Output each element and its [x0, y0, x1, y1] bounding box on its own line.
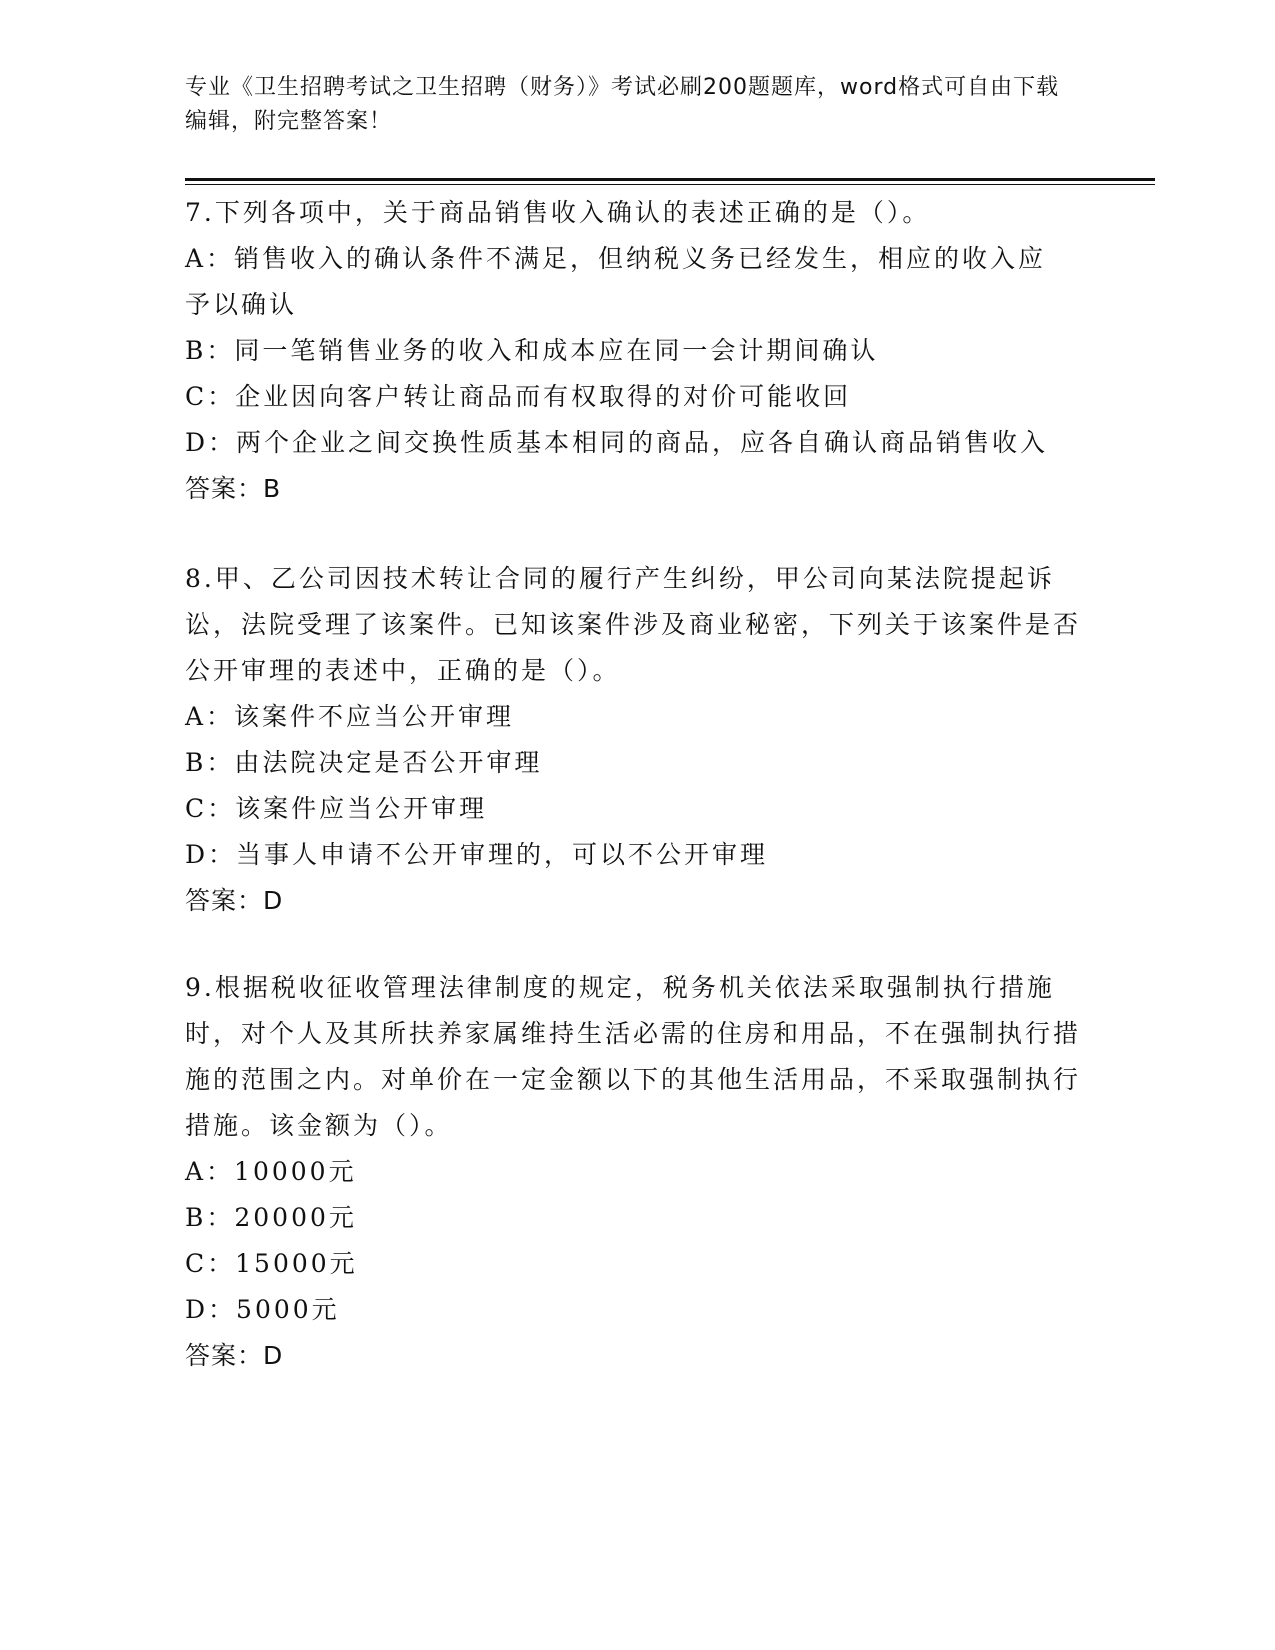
header-divider-thin — [185, 184, 1155, 185]
option-d: D：5000元 — [185, 1295, 340, 1324]
option-b: B：同一笔销售业务的收入和成本应在同一会计期间确认 — [185, 336, 879, 365]
option-c: C：企业因向客户转让商品而有权取得的对价可能收回 — [185, 382, 852, 411]
question-stem: 7.下列各项中，关于商品销售收入确认的表述正确的是（）。 — [185, 198, 931, 227]
question-7 — [185, 190, 1085, 512]
option-d: D：两个企业之间交换性质基本相同的商品，应各自确认商品销售收入 — [185, 428, 1049, 457]
option-c: C：该案件应当公开审理 — [185, 794, 488, 823]
option-b: B：20000元 — [185, 1203, 357, 1232]
option-a-continued: 予以确认 — [185, 290, 298, 319]
question-stem: 8.甲、乙公司因技术转让合同的履行产生纠纷，甲公司向某法院提起诉讼，法院受理了该案件。已知该案件涉及商业秘密，下列关于该案件是否公开审理的表述中，正确的是（）。 — [185, 564, 1082, 685]
header-divider-thick — [185, 178, 1155, 181]
question-9 — [185, 965, 1085, 1379]
option-d: D：当事人申请不公开审理的，可以不公开审理 — [185, 840, 769, 869]
question-8 — [185, 556, 1085, 924]
option-c: C：15000元 — [185, 1249, 358, 1278]
option-b: B：由法院决定是否公开审理 — [185, 748, 543, 777]
answer: 答案：D — [185, 886, 284, 915]
option-a: A：10000元 — [185, 1157, 357, 1186]
question-stem: 9.根据税收征收管理法律制度的规定，税务机关依法采取强制执行措施时，对个人及其所扶养家属维持生活必需的住房和用品，不在强制执行措施的范围之内。对单价在一定金额以下的其他生活用品，不采取强制执行措施。该金额为（）。 — [185, 973, 1082, 1140]
option-a: A：销售收入的确认条件不满足，但纳税义务已经发生，相应的收入应 — [185, 244, 1047, 273]
answer: 答案：B — [185, 474, 282, 503]
option-a: A：该案件不应当公开审理 — [185, 702, 515, 731]
document-header: 专业《卫生招聘考试之卫生招聘（财务）》考试必刷200题题库，word格式可自由下载编辑，附完整答案！ — [185, 75, 1060, 134]
answer: 答案：D — [185, 1341, 284, 1370]
